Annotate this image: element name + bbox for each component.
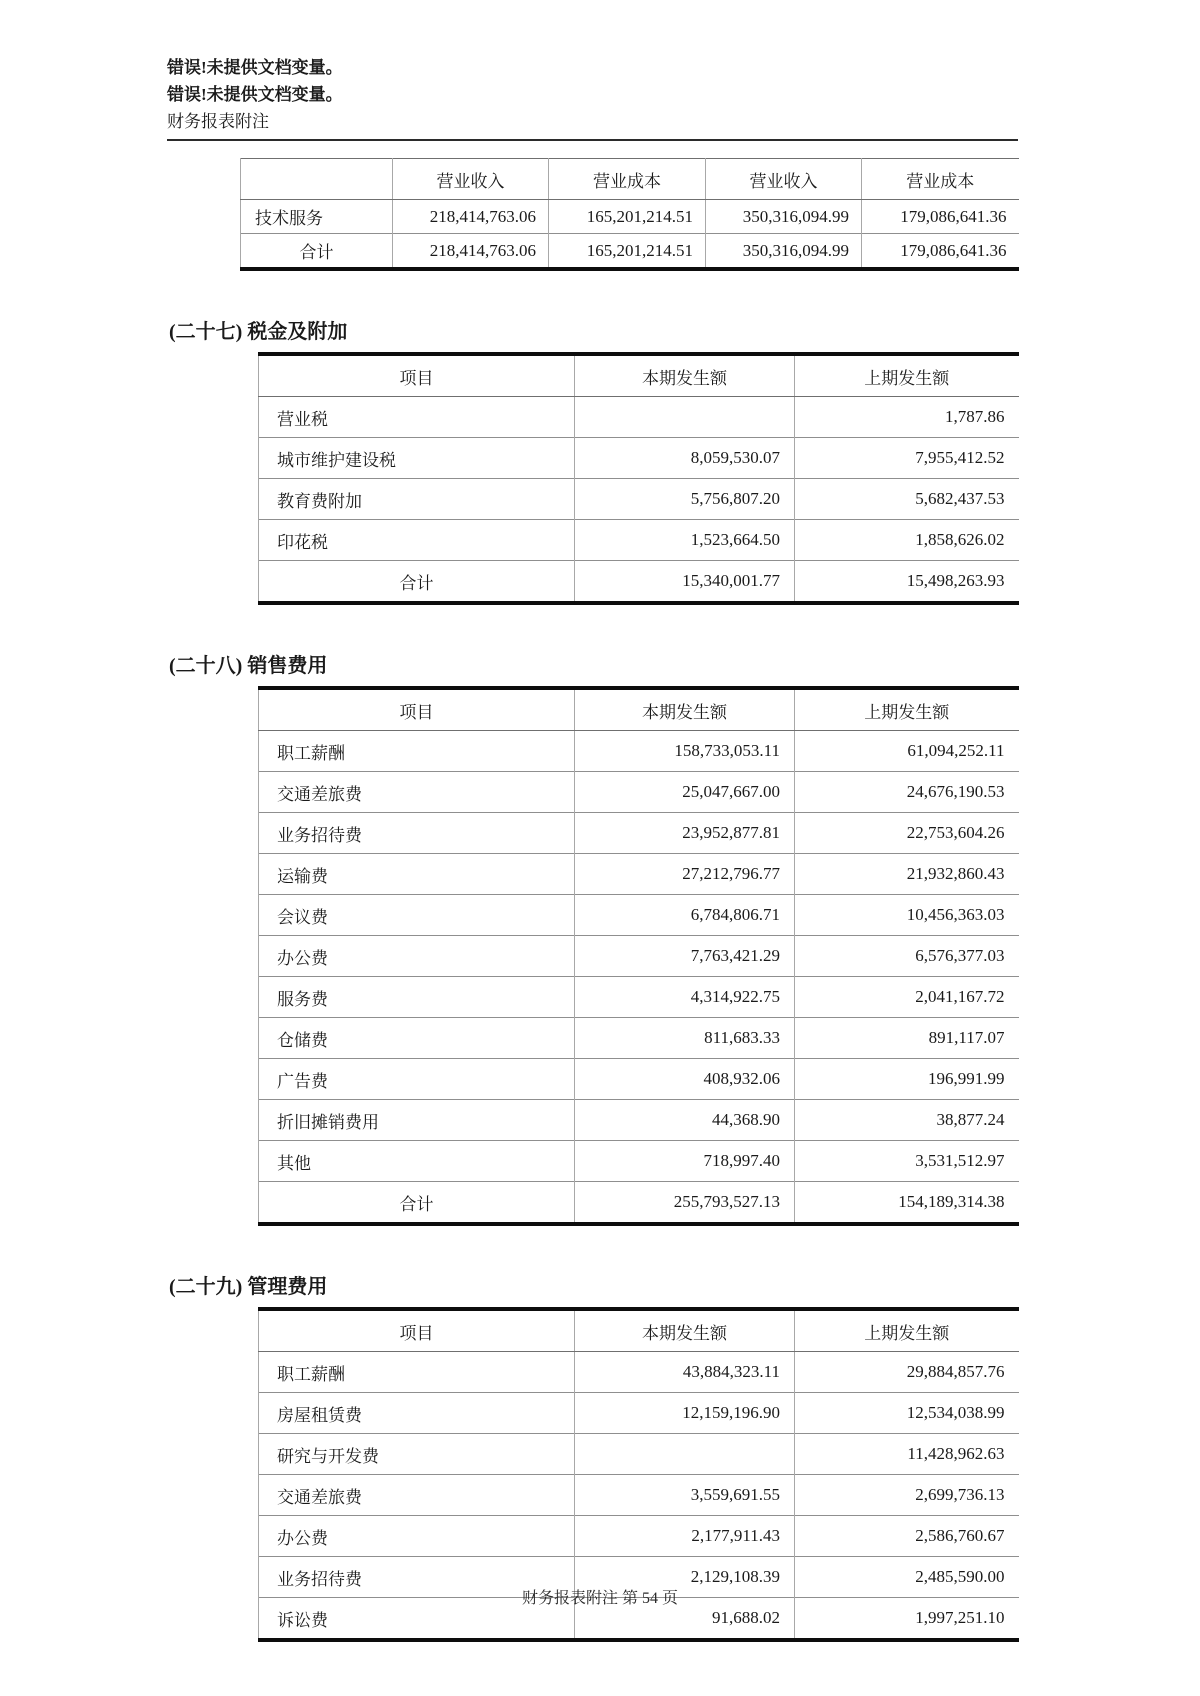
table-header-row bbox=[241, 159, 1019, 200]
table-header-row bbox=[259, 1309, 1019, 1352]
row-label: 运输费 bbox=[259, 854, 575, 895]
current-period-value: 408,932.06 bbox=[575, 1059, 795, 1100]
prior-period-value: 1,997,251.10 bbox=[795, 1598, 1019, 1641]
table-row bbox=[259, 561, 1019, 604]
current-period-value: 2,177,911.43 bbox=[575, 1516, 795, 1557]
table-row bbox=[259, 1475, 1019, 1516]
current-period-value: 6,784,806.71 bbox=[575, 895, 795, 936]
prior-period-value: 15,498,263.93 bbox=[795, 561, 1019, 604]
row-label: 合计 bbox=[241, 234, 393, 270]
row-label: 研究与开发费 bbox=[259, 1434, 575, 1475]
cost-value-1: 165,201,214.51 bbox=[549, 234, 706, 270]
table-row bbox=[259, 977, 1019, 1018]
prior-period-value: 2,041,167.72 bbox=[795, 977, 1019, 1018]
current-period-value: 255,793,527.13 bbox=[575, 1182, 795, 1225]
section-selling-expense bbox=[167, 653, 1018, 1226]
prior-period-value: 5,682,437.53 bbox=[795, 479, 1019, 520]
current-period-value: 1,523,664.50 bbox=[575, 520, 795, 561]
row-label: 职工薪酬 bbox=[259, 731, 575, 772]
row-label: 城市维护建设税 bbox=[259, 438, 575, 479]
row-label: 服务费 bbox=[259, 977, 575, 1018]
column-header-item: 项目 bbox=[259, 354, 575, 397]
page-footer: 财务报表附注 第 54 页 bbox=[521, 1590, 678, 1607]
prior-period-value: 154,189,314.38 bbox=[795, 1182, 1019, 1225]
selling-expense-table bbox=[258, 686, 1019, 1226]
cost-value-2: 179,086,641.36 bbox=[862, 234, 1019, 270]
table-row bbox=[259, 813, 1019, 854]
row-label: 广告费 bbox=[259, 1059, 575, 1100]
table-row bbox=[259, 854, 1019, 895]
column-header-cost-1: 营业成本 bbox=[549, 159, 706, 200]
row-label: 合计 bbox=[259, 561, 575, 604]
revenue-cost-table bbox=[240, 158, 1019, 271]
prior-period-value: 196,991.99 bbox=[795, 1059, 1019, 1100]
table-row bbox=[259, 1434, 1019, 1475]
table-row bbox=[259, 520, 1019, 561]
prior-period-value: 10,456,363.03 bbox=[795, 895, 1019, 936]
current-period-value: 15,340,001.77 bbox=[575, 561, 795, 604]
column-header-prior-period: 上期发生额 bbox=[795, 1309, 1019, 1352]
table-row bbox=[259, 1059, 1019, 1100]
current-period-value: 91,688.02 bbox=[575, 1598, 795, 1641]
table-header-row bbox=[259, 688, 1019, 731]
row-label: 职工薪酬 bbox=[259, 1352, 575, 1393]
table-row bbox=[241, 234, 1019, 270]
table-row bbox=[259, 479, 1019, 520]
current-period-value: 7,763,421.29 bbox=[575, 936, 795, 977]
revenue-value-1: 218,414,763.06 bbox=[393, 200, 549, 234]
row-label: 技术服务 bbox=[241, 200, 393, 234]
table-row bbox=[259, 731, 1019, 772]
prior-period-value: 2,586,760.67 bbox=[795, 1516, 1019, 1557]
table-row bbox=[259, 936, 1019, 977]
prior-period-value: 891,117.07 bbox=[795, 1018, 1019, 1059]
column-header-revenue-2: 营业收入 bbox=[706, 159, 862, 200]
prior-period-value: 2,485,590.00 bbox=[795, 1557, 1019, 1598]
cost-value-1: 165,201,214.51 bbox=[549, 200, 706, 234]
document-title: 财务报表附注 bbox=[167, 112, 269, 131]
column-header-empty bbox=[241, 159, 393, 200]
current-period-value: 811,683.33 bbox=[575, 1018, 795, 1059]
header-divider bbox=[167, 139, 1018, 141]
prior-period-value: 2,699,736.13 bbox=[795, 1475, 1019, 1516]
prior-period-value: 12,534,038.99 bbox=[795, 1393, 1019, 1434]
row-label: 其他 bbox=[259, 1141, 575, 1182]
row-label: 交通差旅费 bbox=[259, 1475, 575, 1516]
row-label: 业务招待费 bbox=[259, 813, 575, 854]
prior-period-value: 1,858,626.02 bbox=[795, 520, 1019, 561]
current-period-value: 23,952,877.81 bbox=[575, 813, 795, 854]
row-label: 教育费附加 bbox=[259, 479, 575, 520]
current-period-value: 158,733,053.11 bbox=[575, 731, 795, 772]
prior-period-value: 6,576,377.03 bbox=[795, 936, 1019, 977]
page-content bbox=[167, 54, 1018, 1642]
column-header-cost-2: 营业成本 bbox=[862, 159, 1019, 200]
row-label: 仓储费 bbox=[259, 1018, 575, 1059]
table-row bbox=[259, 772, 1019, 813]
table-row bbox=[259, 397, 1019, 438]
current-period-value bbox=[575, 1434, 795, 1475]
current-period-value: 27,212,796.77 bbox=[575, 854, 795, 895]
column-header-prior-period: 上期发生额 bbox=[795, 688, 1019, 731]
current-period-value: 3,559,691.55 bbox=[575, 1475, 795, 1516]
column-header-current-period: 本期发生额 bbox=[575, 1309, 795, 1352]
row-label: 诉讼费 bbox=[259, 1598, 575, 1641]
table-row bbox=[259, 895, 1019, 936]
current-period-value: 718,997.40 bbox=[575, 1141, 795, 1182]
current-period-value: 43,884,323.11 bbox=[575, 1352, 795, 1393]
current-period-value: 25,047,667.00 bbox=[575, 772, 795, 813]
row-label: 业务招待费 bbox=[259, 1557, 575, 1598]
column-header-item: 项目 bbox=[259, 688, 575, 731]
header-error-line-2: 错误!未提供文档变量。 bbox=[167, 85, 343, 104]
table-row bbox=[259, 1141, 1019, 1182]
row-label: 印花税 bbox=[259, 520, 575, 561]
table-row bbox=[241, 200, 1019, 234]
prior-period-value: 3,531,512.97 bbox=[795, 1141, 1019, 1182]
row-label: 房屋租赁费 bbox=[259, 1393, 575, 1434]
section-tax-surcharge bbox=[167, 319, 1018, 605]
table-header-row bbox=[259, 354, 1019, 397]
table-row bbox=[259, 1352, 1019, 1393]
row-label: 折旧摊销费用 bbox=[259, 1100, 575, 1141]
prior-period-value: 29,884,857.76 bbox=[795, 1352, 1019, 1393]
section-heading: (二十八) 销售费用 bbox=[169, 655, 328, 677]
column-header-revenue-1: 营业收入 bbox=[393, 159, 549, 200]
column-header-current-period: 本期发生额 bbox=[575, 354, 795, 397]
cost-value-2: 179,086,641.36 bbox=[862, 200, 1019, 234]
prior-period-value: 1,787.86 bbox=[795, 397, 1019, 438]
table-row bbox=[259, 1182, 1019, 1225]
row-label: 办公费 bbox=[259, 936, 575, 977]
header-error-line-1: 错误!未提供文档变量。 bbox=[167, 58, 343, 77]
current-period-value: 8,059,530.07 bbox=[575, 438, 795, 479]
section-heading: (二十七) 税金及附加 bbox=[169, 321, 348, 343]
table-row bbox=[259, 1516, 1019, 1557]
section-heading: (二十九) 管理费用 bbox=[169, 1276, 328, 1298]
table-row bbox=[259, 1393, 1019, 1434]
row-label: 办公费 bbox=[259, 1516, 575, 1557]
current-period-value: 44,368.90 bbox=[575, 1100, 795, 1141]
column-header-prior-period: 上期发生额 bbox=[795, 354, 1019, 397]
current-period-value: 12,159,196.90 bbox=[575, 1393, 795, 1434]
revenue-value-1: 218,414,763.06 bbox=[393, 234, 549, 270]
prior-period-value: 22,753,604.26 bbox=[795, 813, 1019, 854]
table-row bbox=[259, 1100, 1019, 1141]
current-period-value: 2,129,108.39 bbox=[575, 1557, 795, 1598]
table-row bbox=[259, 438, 1019, 479]
revenue-value-2: 350,316,094.99 bbox=[706, 234, 862, 270]
column-header-current-period: 本期发生额 bbox=[575, 688, 795, 731]
prior-period-value: 24,676,190.53 bbox=[795, 772, 1019, 813]
table-row bbox=[259, 1018, 1019, 1059]
prior-period-value: 21,932,860.43 bbox=[795, 854, 1019, 895]
prior-period-value: 11,428,962.63 bbox=[795, 1434, 1019, 1475]
row-label: 交通差旅费 bbox=[259, 772, 575, 813]
tax-surcharge-table bbox=[258, 352, 1019, 605]
current-period-value: 4,314,922.75 bbox=[575, 977, 795, 1018]
prior-period-value: 61,094,252.11 bbox=[795, 731, 1019, 772]
row-label: 合计 bbox=[259, 1182, 575, 1225]
current-period-value: 5,756,807.20 bbox=[575, 479, 795, 520]
row-label: 会议费 bbox=[259, 895, 575, 936]
row-label: 营业税 bbox=[259, 397, 575, 438]
prior-period-value: 7,955,412.52 bbox=[795, 438, 1019, 479]
current-period-value bbox=[575, 397, 795, 438]
revenue-value-2: 350,316,094.99 bbox=[706, 200, 862, 234]
column-header-item: 项目 bbox=[259, 1309, 575, 1352]
prior-period-value: 38,877.24 bbox=[795, 1100, 1019, 1141]
